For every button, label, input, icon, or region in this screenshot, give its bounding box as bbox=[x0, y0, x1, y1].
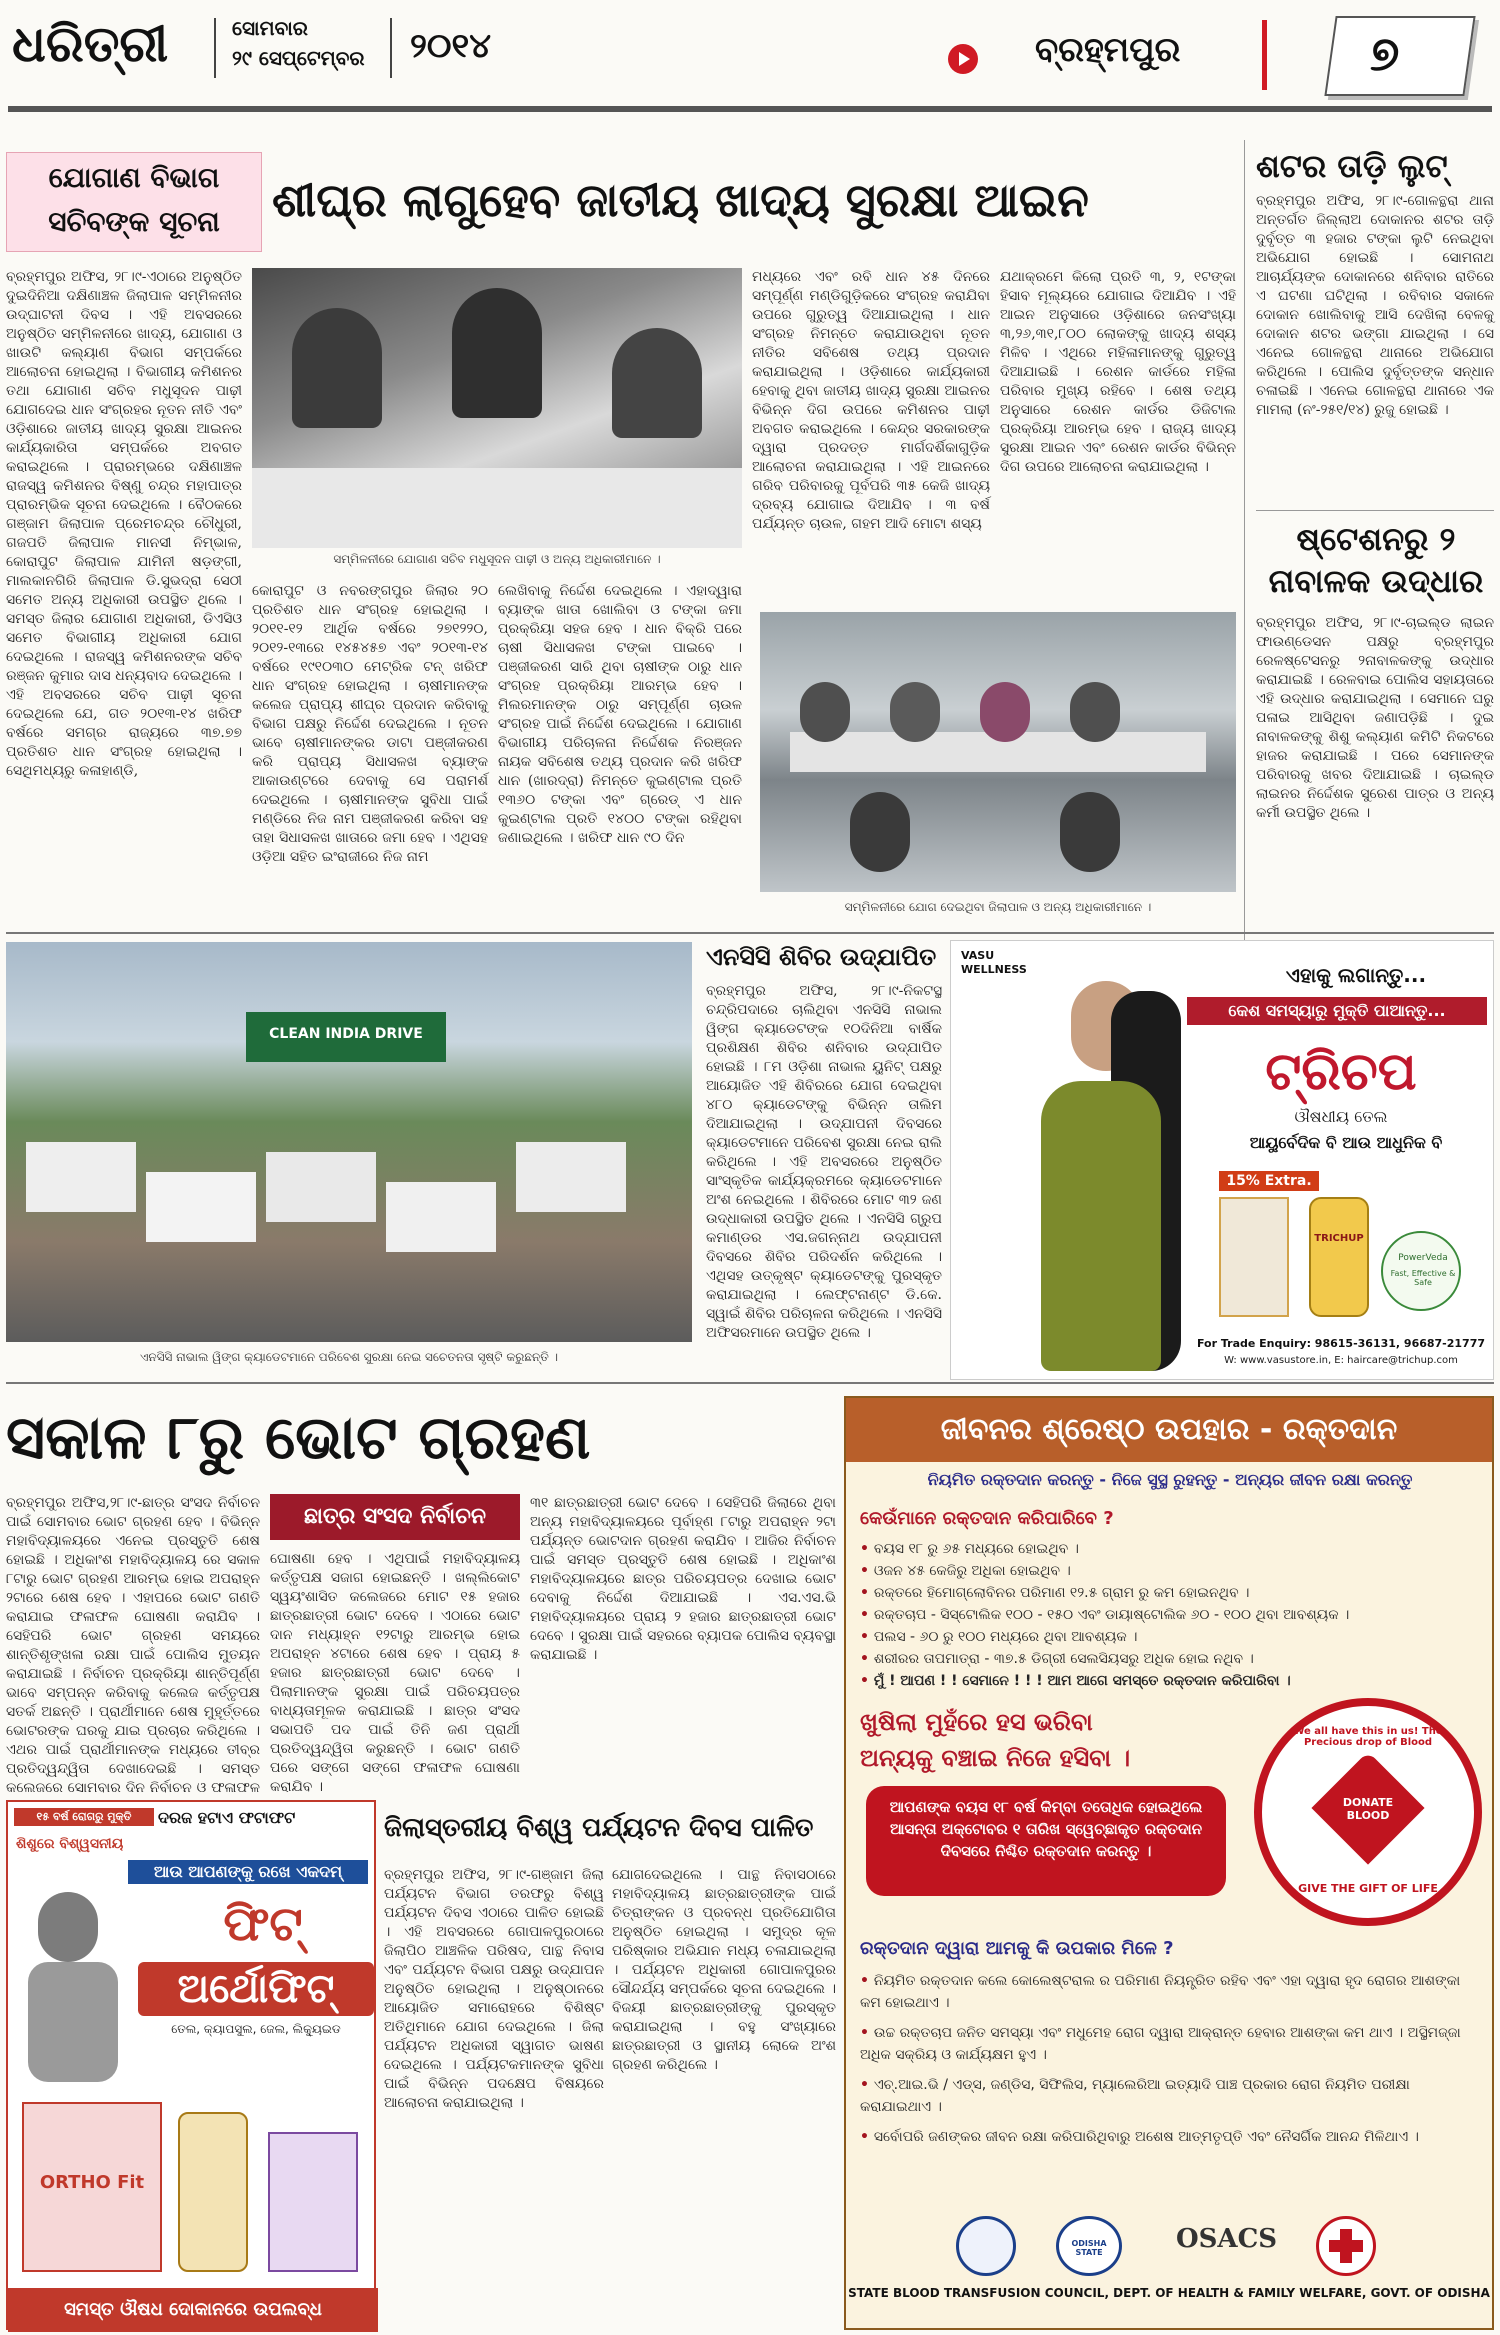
blood-pledge: ଆପଣଙ୍କ ବୟସ ୧୮ ବର୍ଷ କିମ୍ବା ତତୋଧିକ ହୋଇଥିଲେ ଆସନ୍ତା ଅକ୍ଟୋବର ୧ ତାରିଖ ସ୍ୱେଚ୍ଛାକୃତ ରକ୍ତଦାନ ଦିବସରେ ନିଶ୍ଚିତ ରକ୍ତଦାନ କରନ୍ତୁ । bbox=[866, 1786, 1226, 1896]
benefit-item: • ନିୟମିତ ରକ୍ତଦାନ କଲେ କୋଲେଷ୍ଟରାଲ ର ପରିମାଣ ନିୟନ୍ତ୍ରିତ ରହିବ ଏବଂ ଏହା ଦ୍ୱାରା ହୃଦ ରୋଗର ଆଶଙ୍କା କମ ହୋଇଥାଏ । bbox=[860, 1970, 1480, 2014]
ncc-photo bbox=[6, 942, 692, 1342]
benefit-item: • ଉଚ୍ଚ ରକ୍ତଚାପ ଜନିତ ସମସ୍ୟା ଏବଂ ମଧୁମେହ ରୋଗ ଦ୍ୱାରା ଆକ୍ରାନ୍ତ ହେବାର ଆଶଙ୍କା କମ ଥାଏ । ଅସ୍ଥିମଜ୍ଜା ଅଧିକ ସକ୍ରିୟ ଓ କାର୍ଯ୍ୟକ୍ଷମ ହୁଏ । bbox=[860, 2022, 1480, 2066]
ncc-body: ବ୍ରହ୍ମପୁର ଅଫିସ, ୨୮।୯-ନିକଟସ୍ଥ ଚନ୍ଦ୍ରିପଦାରେ ଚାଲିଥିବା ଏନସିସି ନାଭାଲ ୱିଙ୍ଗ କ୍ୟାଡେଟଙ୍କ ୧୦ଦିନିଆ ବାର୍ଷିକ ପ୍ରଶିକ୍ଷଣ ଶିବିର ଶନିବାର ଉଦ୍‌ଯାପିତ ହୋଇଛି । ୮ମ ଓଡ଼ିଶା ନାଭାଲ ୟୁନିଟ୍ ପକ୍ଷରୁ ଆୟୋଜିତ ଏହି ଶିବିରରେ ଯୋଗ ଦେଇଥିବା ୪୮୦ କ୍ୟାଡେଟଙ୍କୁ ବିଭିନ୍ନ ତାଲିମ ଦିଆଯାଇଥିଲା । ଉଦ୍‌ଯାପନୀ ଦିବସରେ କ୍ୟାଡେଟମାନେ ପରିବେଶ ସୁରକ୍ଷା ନେଇ ରାଲି କରିଥିଲେ । ଏହି ଅବସରରେ ଅନୁଷ୍ଠିତ ସାଂସ୍କୃତିକ କାର୍ଯ୍ୟକ୍ରମରେ କ୍ୟାଡେଟମାନେ ଅଂଶ ନେଇଥିଲେ । ଶିବିରରେ ମୋଟ ୩୨ ଜଣ ଉଦ୍ଧାକାରୀ ଉପସ୍ଥିତ ଥିଲେ । ଏନସିସି ଗ୍ରୁପ କମାଣ୍ଡର ଏସ.ଜଗନ୍ନାଥ ଉଦ୍‌ଯାପନୀ ଦିବସରେ ଶିବିର ପରିଦର୍ଶନ କରିଥିଲେ । ଏଥିସହ ଉତ୍କୃଷ୍ଟ କ୍ୟାଡେଟଙ୍କୁ ପୁରସ୍କୃତ କରାଯାଇଥିଲା । ଲେଫ୍ଟନାଣ୍ଟ ଡି.କେ. ସ୍ୱାଇଁ ଶିବିର ପରିଚାଳନା କରିଥିଲେ । ଏନସିସି ଅଫିସରମାନେ ଉପସ୍ଥିତ ଥିଲେ । bbox=[706, 983, 942, 1341]
ad-offer: 15% Extra. bbox=[1219, 1171, 1319, 1191]
ncc-banner-text: CLEAN INDIA DRIVE bbox=[269, 1026, 423, 1042]
odisha-state-logo bbox=[1056, 2216, 1122, 2276]
lead-col-1: ବ୍ରହ୍ମପୁର ଅଫିସ, ୨୮।୯-ଏଠାରେ ଅନୁଷ୍ଠିତ ଦୁଇଦିନିଆ ଦକ୍ଷିଣାଞ୍ଚଳ ଜିଲାପାଳ ସମ୍ମିଳନୀର ଉଦ୍‌ଘାଟନୀ ଦିବସ । ଏହି ଅବସରରେ ଅନୁଷ୍ଠିତ ସମ୍ମିଳନୀରେ ଖାଦ୍ୟ, ଯୋଗାଣ ଓ ଖାଉଟି କଲ୍ୟାଣ ବିଭାଗ ସମ୍ପର୍କରେ ଆଲୋଚନା ହୋଇଥିଲା । ବିଭାଗୀୟ କମିଶନର ତଥା ଯୋଗାଣ ସଚିବ ମଧୁସୂଦନ ପାଢ଼ୀ ଯୋଗଦେଇ ଧାନ ସଂଗ୍ରହର ନୂତନ ନୀତି ଏବଂ ଓଡ଼ିଶାରେ ଜାତୀୟ ଖାଦ୍ୟ ସୁରକ୍ଷା ଆଇନର କାର୍ଯ୍ୟକାରିତା ସମ୍ପର୍କରେ ଅବଗତ କରାଇଥିଲେ । ପ୍ରାରମ୍ଭରେ ଦକ୍ଷିଣାଞ୍ଚଳ ରାଜସ୍ୱ କମିଶନର ବିଷ୍ଣୁ ଚନ୍ଦ୍ର ମହାପାତ୍ର ପ୍ରାରମ୍ଭିକ ସୂଚନା ଦେଇଥିଲେ । ବୈଠକରେ ଗଞ୍ଜାମ ଜିଲାପାଳ ପ୍ରେମଚନ୍ଦ୍ର ଚୌଧୁରୀ, ଗଜପତି ଜିଲାପାଳ ମାନସୀ ନିମ୍ଭାଳ, କୋରାପୁଟ ଜିଲାପାଳ ଯାମିନୀ ଷଡ଼ଙ୍ଗୀ, ମାଲକାନଗିରି ଜିଲାପାଳ ଡି.ସୁଭଦ୍ରା ସେଠୀ ସମେତ ଅନ୍ୟ ଅଧିକାରୀ ଉପସ୍ଥିତ ଥିଲେ । ସମସ୍ତ ଜିଲାର ଯୋଗାଣ ଅଧିକାରୀ, ଡିଏସିଓ ସମେତ ବିଭାଗୀୟ ଅଧିକାରୀ ଯୋଗ ଦେଇଥିଲେ । ରାଜସ୍ୱ କମିଶନରଙ୍କ ସଚିବ ରଞ୍ଜନ କୁମାର ଦାସ ଧନ୍ୟବାଦ ଦେଇଥିଲେ । ଏହି ଅବସରରେ ସଚିବ ପାଢ଼ୀ ସୂଚନା ଦେଇଥିଲେ ଯେ, ଗତ ୨୦୧୩-୧୪ ଖରିଫ ବର୍ଷରେ ସମଗ୍ର ରାଜ୍ୟରେ ୩୭.୭୭ ପ୍ରତିଶତ ଧାନ ସଂଗ୍ରହ ହୋଇଥିଲା । ସେଥିମଧ୍ୟରୁ କଳାହାଣ୍ଡି, bbox=[6, 269, 242, 779]
ortho-box-label: ORTHO Fit bbox=[39, 2172, 145, 2193]
eligibility-item: • ଓଜନ ୪୫ କେଜିରୁ ଅଧିକା ହୋଇଥିବ । bbox=[860, 1560, 1480, 1582]
model-figure bbox=[1011, 971, 1201, 1371]
kicker-line-2: ସଚିବଙ୍କ ସୂଚନା bbox=[48, 205, 220, 238]
tadi-headline: ଶଟର ତାଡ଼ି ଲୁଟ୍ bbox=[1256, 147, 1448, 185]
ad-subtitle: ଔଷଧୀୟ ତେଲ bbox=[1294, 1107, 1388, 1126]
masthead-logo: ଧରିତ୍ରୀ bbox=[12, 15, 169, 73]
eligibility-item: • ମୁଁ ! ଆପଣ ! ! ସେମାନେ ! ! ! ଆମ ଆଗେ ସମସ୍ତେ ରକ୍ତଦାନ କରିପାରିବା । bbox=[860, 1670, 1480, 1692]
edition-name: ବ୍ରହ୍ମପୁର bbox=[1035, 30, 1181, 70]
ad-product-name: ଟ୍ରିଚପ bbox=[1265, 1042, 1417, 1102]
kicker-line-1: ଯୋଗାଣ ବିଭାଗ bbox=[48, 161, 220, 194]
circle-text-bottom: GIVE THE GIFT OF LIFE bbox=[1298, 1882, 1438, 1895]
masthead-day: ସୋମବାର bbox=[232, 16, 308, 40]
orthofit-ad bbox=[6, 1800, 376, 2330]
ortho-brand: ଅର୍ଥୋଫିଟ୍ bbox=[138, 1962, 374, 2016]
bottle-box bbox=[1219, 1197, 1289, 1317]
ncc-headline: ଏନସିସି ଶିବିର ଉଦ୍‌ଯାପିତ bbox=[706, 943, 937, 971]
ortho-figures bbox=[18, 1892, 148, 2082]
eligibility-item: • ଶରୀରର ତାପମାତ୍ରା - ୩୭.୫ ଡିଗ୍ରୀ ସେଲସିୟସରୁ ଅଧିକ ହୋଇ ନଥିବ । bbox=[860, 1648, 1480, 1670]
ortho-line-3: ଆଉ ଆପଣଙ୍କୁ ରଖେ ଏକଦମ୍ bbox=[128, 1860, 368, 1884]
vasu-logo: VASU WELLNESS bbox=[961, 949, 1027, 976]
lead-headline: ଶୀଘ୍ର ଲାଗୁହେବ ଜାତୀୟ ଖାଦ୍ୟ ସୁରକ୍ଷା ଆଇନ bbox=[272, 173, 1089, 227]
powerveda-badge bbox=[1381, 1231, 1461, 1311]
blood-slogan-2: ଅନ୍ୟକୁ ବଞ୍ଚାଇ ନିଜେ ହସିବା । bbox=[860, 1744, 1131, 1772]
eligibility-item: • ରକ୍ତରେ ହିମୋଗ୍ଲୋବିନର ପରିମାଣ ୧୨.୫ ଗ୍ରାମ ରୁ କମ ହୋଇନଥିବ । bbox=[860, 1582, 1480, 1604]
ortho-top-tag: ୧୫ ବର୍ଷ ରୋଗରୁ ମୁକ୍ତି bbox=[14, 1808, 154, 1826]
lead-col-2: କୋରାପୁଟ ଓ ନବରଙ୍ଗପୁର ଜିଲାର ୨୦ ପ୍ରତିଶତ ଧାନ ସଂଗ୍ରହ ହୋଇଥିଲା । ୨୦୧୧-୧୨ ଆର୍ଥିକ ବର୍ଷରେ ୨୭୧୨୨୦, ୨୦୧୨-୧୩ରେ ୧୪୫୪୫୭ ଏବଂ ୨୦୧୩-୧୪ ବର୍ଷରେ ୧୯୧୦୩୦ ମେଟ୍ରିକ ଟନ୍ ଖରିଫ ଧାନ ସଂଗ୍ରହ ହୋଇଥିଲା । ଚାଷୀମାନଙ୍କ କଲେଜ ପ୍ରାପ୍ୟ ଶୀଘ୍ର ପ୍ରଦାନ କରିବାକୁ ବିଭାଗ ପକ୍ଷରୁ ନିର୍ଦ୍ଦେଶ ଦେଇଥିଲେ । ନୂତନ ଭାବେ ଚାଷୀମାନଙ୍କର ଡାଟା ପଞ୍ଜୀକରଣ କରି ପ୍ରାପ୍ୟ ସିଧାସଳଖ ବ୍ୟାଙ୍କ ଆକାଉଣ୍ଟରେ ଦେବାକୁ ସେ ପରାମର୍ଶ ଦେଇଥିଲେ । ଚାଷୀମାନଙ୍କ ସୁବିଧା ପାଇଁ ମଣ୍ଡିରେ ନିଜ ନାମ ପଞ୍ଜୀକରଣ କରିବା ସହ ତାହା ସିଧାସଳଖ ଖାତାରେ ଜମା ହେବ । ଏଥିସହ ଓଡ଼ିଆ ସହିତ ଇଂରାଜୀରେ ନିଜ ନାମ bbox=[252, 583, 488, 865]
page-number: ୭ bbox=[1370, 26, 1400, 82]
blood-slogan-1: ଖୁଷିଲା ମୁହଁରେ ହସ ଭରିବା bbox=[860, 1708, 1093, 1736]
ortho-fit: ଫିଟ୍ bbox=[223, 1896, 303, 1952]
lead-photo-2 bbox=[760, 612, 1236, 892]
circle-center-text: DONATE BLOOD bbox=[1342, 1796, 1394, 1822]
ortho-line-1: ଦରଜ ହଟାଏ ଫଟାଫଟ bbox=[158, 1808, 296, 1827]
odisha-emblem-icon bbox=[956, 2216, 1016, 2276]
tadi-body: ବ୍ରହ୍ମପୁର ଅଫିସ, ୨୮।୯-ଗୋଳନ୍ଥରା ଥାନା ଅନ୍ତର୍ଗତ ଜିଲ୍ଲାଅ ଦୋକାନର ଶଟର ତାଡ଼ି ଦୁର୍ବୃତ୍ତ ୩ ହଜାର ଟଙ୍କା ଲୁଟି ନେଇଥିବା ଅଭିଯୋଗ ହୋଇଛି । ସୋମନାଥ ଆଚାର୍ଯ୍ୟଙ୍କ ଦୋକାନରେ ଶନିବାର ରାତିରେ ଏ ଘଟଣା ଘଟିଥିଲା । ରବିବାର ସକାଳେ ଦୋକାନ ଖୋଲିବାକୁ ଆସି ଦେଖିଲା ବେଳକୁ ଦୋକାନ ଶଟର ଭଙ୍ଗା ଯାଇଥିଲା । ସେ ଏନେଇ ଗୋଳନ୍ଥରା ଥାନାରେ ଅଭିଯୋଗ କରିଥିଲେ । ପୋଲିସ ଦୁର୍ବୃତ୍ତଙ୍କ ସନ୍ଧାନ ଚଳାଇଛି । ଏନେଇ ଗୋଳନ୍ଥରା ଥାନାରେ ଏକ ମାମଲା (ନଂ-୨୫୧/୧୪) ରୁଜୁ ହୋଇଛି । bbox=[1256, 193, 1494, 418]
ortho-tube bbox=[268, 2132, 358, 2272]
blood-donation-ad bbox=[844, 1396, 1494, 2330]
election-col-1: ବ୍ରହ୍ମପୁର ଅଫିସ,୨୮।୯-ଛାତ୍ର ସଂସଦ ନିର୍ବାଚନ ପାଇଁ ସୋମବାର ଭୋଟ ଗ୍ରହଣ ହେବ । ବିଭିନ୍ନ ମହାବିଦ୍ୟାଳୟରେ ଏନେଇ ପ୍ରସ୍ତୁତି ଶେଷ ହୋଇଛି । ଅଧିକାଂଶ ମହାବିଦ୍ୟାଳୟ ରେ ସକାଳ ୮ଟାରୁ ଭୋଟ ଗ୍ରହଣ ଆରମ୍ଭ ହୋଇ ଅପରାହ୍ନ ୨ଟାରେ ଶେଷ ହେବ । ଏହାପରେ ଭୋଟ ଗଣତି କରାଯାଇ ଫଳାଫଳ ଘୋଷଣା କରାଯିବ । ସେହିପରି ଭୋଟ ଗ୍ରହଣ ସମୟରେ ଶାନ୍ତିଶୃଙ୍ଖଳା ରକ୍ଷା ପାଇଁ ପୋଲିସ ମୁତୟନ କରାଯାଇଛି । ନିର୍ବାଚନ ପ୍ରକ୍ରିୟା ଶାନ୍ତିପୂର୍ଣ୍ଣ ଭାବେ ସମ୍ପନ୍ନ କରିବାକୁ କଲେଜ କର୍ତ୍ତୃପକ୍ଷ ସତର୍କ ଅଛନ୍ତି । ପ୍ରାର୍ଥୀମାନେ ଶେଷ ମୁହୂର୍ତ୍ତରେ ଭୋଟରଙ୍କ ଘରକୁ ଯାଇ ପ୍ରଚାର କରିଥିଲେ । ଏଥର ପାଇଁ ପ୍ରାର୍ଥୀମାନଙ୍କ ମଧ୍ୟରେ ତୀବ୍ର ପ୍ରତିଦ୍ୱନ୍ଦ୍ୱିତା ଦେଖାଦେଇଛି । ସମସ୍ତ କଲେଜରେ ସୋମବାର ଦିନ ନିର୍ବାଚନ ଓ ଫଳାଫଳ bbox=[6, 1495, 260, 1796]
blood-title: ଜୀବନର ଶ୍ରେଷ୍ଠ ଉପହାର - ରକ୍ତଦାନ bbox=[846, 1398, 1492, 1462]
eligibility-item: • ରକ୍ତଚାପ - ସିସ୍ଟୋଲିକ ୧୦୦ - ୧୫୦ ଏବଂ ଡାୟାଷ୍ଟୋଲିକ ୬୦ - ୧୦୦ ଥିବା ଆବଶ୍ୟକ । bbox=[860, 1604, 1480, 1626]
blood-footer: STATE BLOOD TRANSFUSION COUNCIL, DEPT. OF HEALTH & FAMILY WELFARE, GOVT. OF ODISHA bbox=[848, 2286, 1490, 2300]
ncc-photo-caption: ଏନସିସି ନାଭାଲ ୱିଙ୍ଗ କ୍ୟାଡେଟମାନେ ପରିବେଶ ସୁରକ୍ଷା ନେଇ ସଚେତନତା ସୃଷ୍ଟି କରୁଛନ୍ତି । bbox=[139, 1350, 559, 1364]
blood-subtitle: ନିୟମିତ ରକ୍ତଦାନ କରନ୍ତୁ - ନିଜେ ସୁସ୍ଥ ରୁହନ୍ତୁ - ଅନ୍ୟର ଜୀବନ ରକ୍ଷା କରନ୍ତୁ bbox=[927, 1470, 1413, 1489]
benefit-item: • ସର୍ବୋପରି ଜଣଙ୍କର ଜୀବନ ରକ୍ଷା କରିପାରିଥିବାରୁ ଅଶେଷ ଆତ୍ମତୃପ୍ତି ଏବଂ ନୈସର୍ଗିକ ଆନନ୍ଦ ମିଳିଥାଏ । bbox=[860, 2126, 1480, 2148]
blood-bullets-1 bbox=[860, 1538, 1480, 1692]
eligibility-item: • ବୟସ ୧୮ ରୁ ୬୫ ମଧ୍ୟରେ ହୋଇଥିବ । bbox=[860, 1538, 1480, 1560]
election-headline: ସକାଳ ୮ରୁ ଭୋଟ ଗ୍ରହଣ bbox=[6, 1403, 591, 1473]
station-headline-2: ନାବାଳକ ଉଦ୍ଧାର bbox=[1268, 562, 1484, 600]
masthead-date: ୨୯ ସେପ୍ଟେମ୍ବର bbox=[232, 46, 365, 70]
station-headline-1: ଷ୍ଟେଶନରୁ ୨ bbox=[1296, 520, 1456, 558]
blood-drop-logo bbox=[1254, 1698, 1482, 1926]
odisha-state-logo-text: ODISHA STATE bbox=[1071, 2239, 1107, 2257]
osacs-logo: OSACS bbox=[1176, 2224, 1278, 2254]
lead-col-4: ମଧ୍ୟରେ ଏବଂ ରବି ଧାନ ୪୫ ଦିନରେ ସମ୍ପୂର୍ଣ୍ଣ ମଣ୍ଡିଗୁଡ଼ିକରେ ସଂଗ୍ରହ କରାଯିବା ଉପରେ ଗୁରୁତ୍ୱ ଦିଆଯାଇଥିଲା । ଧାନ ସଂଗ୍ରହ ନିମନ୍ତେ କରାଯାଉଥିବା ନୂତନ ନୀତିର ସବିଶେଷ ତଥ୍ୟ ପ୍ରଦାନ କରାଯାଇଥିଲା । ଓଡ଼ିଶାରେ କାର୍ଯ୍ୟକାରୀ ହେବାକୁ ଥିବା ଜାତୀୟ ଖାଦ୍ୟ ସୁରକ୍ଷା ଆଇନର ବିଭିନ୍ନ ଦିଗ ଉପରେ କମିଶନର ପାଢ଼ୀ ଅବଗତ କରାଇଥିଲେ । କେନ୍ଦ୍ର ସରକାରଙ୍କ ଦ୍ୱାରା ପ୍ରଦତ୍ତ ମାର୍ଗଦର୍ଶିକାଗୁଡ଼ିକ ଆଲୋଚନା କରାଯାଇଥିଲା । ଏହି ଆଇନରେ ଗରିବ ପରିବାରକୁ ପୂର୍ବପରି ୩୫ କେଜି ଖାଦ୍ୟ ଦ୍ରବ୍ୟ ଯୋଗାଇ ଦିଆଯିବ । ୩ ବର୍ଷ ପର୍ଯ୍ୟନ୍ତ ଚାଉଳ, ଗହମ ଆଦି ମୋଟା ଶସ୍ୟ bbox=[752, 269, 990, 532]
election-col-3: ୩୧ ଛାତ୍ରଛାତ୍ରୀ ଭୋଟ ଦେବେ । ସେହିପରି ଜିଲାରେ ଥିବା ଅନ୍ୟ ମହାବିଦ୍ୟାଳୟରେ ପୂର୍ବାହ୍ଣ ୮ଟାରୁ ଅପରାହ୍ନ ୨ଟା ପର୍ଯ୍ୟନ୍ତ ଭୋଟଦାନ ଗ୍ରହଣ କରାଯିବ । ଆଜିର ନିର୍ବାଚନ ପାଇଁ ସମସ୍ତ ପ୍ରସ୍ତୁତି ଶେଷ ହୋଇଛି । ଅଧିକାଂଶ ମହାବିଦ୍ୟାଳୟରେ ଛାତ୍ର ପରିଚୟପତ୍ର ଦେଖାଇ ଭୋଟ ଦେବାକୁ ନିର୍ଦ୍ଦେଶ ଦିଆଯାଇଛି । ଏସ.ଏସ.ଭି ମହାବିଦ୍ୟାଳୟରେ ପ୍ରାୟ ୨ ହଜାର ଛାତ୍ରଛାତ୍ରୀ ଭୋଟ ଦେବେ । ସୁରକ୍ଷା ପାଇଁ ସହରରେ ବ୍ୟାପକ ପୋଲିସ ବ୍ୟବସ୍ଥା କରାଯାଇଛି । bbox=[530, 1495, 836, 1663]
badge-line-2: Fast, Effective & Safe bbox=[1390, 1269, 1456, 1287]
tourism-col-1: ବ୍ରହ୍ମପୁର ଅଫିସ, ୨୮।୯-ଗଞ୍ଜାମ ଜିଲା ପର୍ଯ୍ୟଟନ ବିଭାଗ ତରଫରୁ ବିଶ୍ୱ ପର୍ଯ୍ୟଟନ ଦିବସ ଏଠାରେ ପାଳିତ ହୋଇଛି । ଏହି ଅବସରରେ ଗୋପାଳପୁରଠାରେ ଜିଲାପିଠ ଆଞ୍ଚଳିକ ପରିଷଦ, ପାନ୍ଥ ନିବାସ ଏବଂ ପର୍ଯ୍ୟଟନ ବିଭାଗ ପକ୍ଷରୁ ଉଦ୍‌ଯାପନ ଅନୁଷ୍ଠିତ ହୋଇଥିଲା । ଅନୁଷ୍ଠାନରେ ଆୟୋଜିତ ସମାରୋହରେ ବିଶିଷ୍ଟ ଅତିଥିମାନେ ଯୋଗ ଦେଇଥିଲେ । ଜିଲା ପର୍ଯ୍ୟଟନ ଅଧିକାରୀ ସ୍ୱାଗତ ଭାଷଣ ଦେଇଥିଲେ । ପର୍ଯ୍ୟଟକମାନଙ୍କ ସୁବିଧା ପାଇଁ ବିଭିନ୍ନ ପଦକ୍ଷେପ ବିଷୟରେ ଆଲୋଚନା କରାଯାଇଥିଲା । bbox=[384, 1867, 604, 2111]
tourism-headline: ଜିଲାସ୍ତରୀୟ ବିଶ୍ୱ ପର୍ଯ୍ୟଟନ ଦିବସ ପାଳିତ bbox=[384, 1813, 814, 1843]
bottle-label: TRICHUP bbox=[1314, 1233, 1364, 1244]
tourism-col-2: ଯୋଗଦେଇଥିଲେ । ପାନ୍ଥ ନିବାସଠାରେ ମହାବିଦ୍ୟାଳୟ ଛାତ୍ରଛାତ୍ରୀଙ୍କ ପାଇଁ ଚିତ୍ରାଙ୍କନ ଓ ପ୍ରବନ୍ଧ ପ୍ରତିଯୋଗିତା ଅନୁଷ୍ଠିତ ହୋଇଥିଲା । ସମୁଦ୍ର କୂଳ ପରିଷ୍କାର ଅଭିଯାନ ମଧ୍ୟ ଚଳାଯାଇଥିଲା । ପର୍ଯ୍ୟଟନ ଅଧିକାରୀ ଗୋପାଳପୁରର ସୌନ୍ଦର୍ଯ୍ୟ ସମ୍ପର୍କରେ ସୂଚନା ଦେଇଥିଲେ । ବିଜୟୀ ଛାତ୍ରଛାତ୍ରୀଙ୍କୁ ପୁରସ୍କୃତ କରାଯାଇଥିଲା । ବହୁ ସଂଖ୍ୟାରେ ଛାତ୍ରଛାତ୍ରୀ ଓ ସ୍ଥାନୀୟ ଲୋକେ ଅଂଶ ଗ୍ରହଣ କରିଥିଲେ । bbox=[612, 1867, 836, 2073]
masthead-year: ୨୦୧୪ bbox=[410, 26, 492, 66]
ad-tagline-2: କେଶ ସମସ୍ୟାରୁ ମୁକ୍ତି ପାଆନ୍ତୁ... bbox=[1187, 997, 1487, 1025]
ortho-bottle bbox=[178, 2112, 248, 2272]
blood-logos bbox=[846, 2210, 1492, 2280]
ortho-sub: ତେଲ, କ୍ୟାପସୁଲ, ଜେଲ, ଲିକ୍ୟୁଇଡ bbox=[171, 2022, 341, 2036]
station-body: ବ୍ରହ୍ମପୁର ଅଫିସ, ୨୮।୯-ଚାଇଲ୍ଡ ଲାଇନ ଫାଉଣ୍ଡେସନ ପକ୍ଷରୁ ବ୍ରହ୍ମପୁର ରେଳଷ୍ଟେସନରୁ ୨ନାବାଳକଙ୍କୁ ଉଦ୍ଧାର କରାଯାଇଛି । ରେଳବାଇ ପୋଲିସ ସହାୟତାରେ ଏହି ଉଦ୍ଧାର କରାଯାଇଥିଲା । ସେମାନେ ଘରୁ ପଳାଇ ଆସିଥିବା ଜଣାପଡ଼ିଛି । ଦୁଇ ନାବାଳକଙ୍କୁ ଶିଶୁ କଲ୍ୟାଣ କମିଟି ନିକଟରେ ହାଜର କରାଯାଇଛି । ପରେ ସେମାନଙ୍କ ପରିବାରକୁ ଖବର ଦିଆଯାଇଛି । ଚାଇଲ୍ଡ ଲାଇନର ନିର୍ଦ୍ଦେଶକ ସୁରେଶ ପାତ୍ର ଓ ଅନ୍ୟ କର୍ମୀ ଉପସ୍ଥିତ ଥିଲେ । bbox=[1256, 615, 1494, 821]
circle-text-top: We all have this in us! The Precious drop of Blood bbox=[1293, 1726, 1443, 1748]
lead-col-5: ଯଥାକ୍ରମେ କିଲୋ ପ୍ରତି ୩, ୨, ୧ଟଙ୍କା ହିସାବ ମୂଲ୍ୟରେ ଯୋଗାଇ ଦିଆଯିବ । ଏହି ଆଇନ ଅନୁସାରେ ଓଡ଼ିଶାରେ ଜନସଂଖ୍ୟା ୩,୨୬,୩୧,୮୦୦ ଲୋକଙ୍କୁ ଖାଦ୍ୟ ଶସ୍ୟ ମିଳିବ । ଏଥିରେ ମହିଳାମାନଙ୍କୁ ଗୁରୁତ୍ୱ ଦିଆଯାଇଛି । ରେଶନ କାର୍ଡରେ ମହିଳା ପରିବାର ମୁଖ୍ୟ ରହିବେ । ଶେଷ ତଥ୍ୟ ଅନୁସାରେ ରେଶନ କାର୍ଡର ଡିଜିଟାଲ ପ୍ରକ୍ରିୟା ଆରମ୍ଭ ହେବ । ରାଜ୍ୟ ଖାଦ୍ୟ ସୁରକ୍ଷା ଆଇନ ଏବଂ ରେଶନ କାର୍ଡର ବିଭିନ୍ନ ଦିଗ ଉପରେ ଆଲୋଚନା କରାଯାଇଥିଲା । bbox=[1000, 269, 1236, 475]
election-col-2: ଘୋଷଣା ହେବ । ଏଥିପାଇଁ ମହାବିଦ୍ୟାଳୟ କର୍ତ୍ତୃପକ୍ଷ ସଜାଗ ହୋଇଛନ୍ତି । ଖଲ୍ଲିକୋଟ ସ୍ୱୟଂଶାସିତ କଲେଜରେ ମୋଟ ୧୫ ହଜାର ଛାତ୍ରଛାତ୍ରୀ ଭୋଟ ଦେବେ । ଏଠାରେ ଭୋଟ ଦାନ ମଧ୍ୟାହ୍ନ ୧୨ଟାରୁ ଆରମ୍ଭ ହୋଇ ଅପରାହ୍ନ ୪ଟାରେ ଶେଷ ହେବ । ପ୍ରାୟ ୫ ହଜାର ଛାତ୍ରଛାତ୍ରୀ ଭୋଟ ଦେବେ । ପିଲାମାନଙ୍କ ସୁରକ୍ଷା ପାଇଁ ପରିଚୟପତ୍ର ବାଧ୍ୟତାମୂଳକ କରାଯାଇଛି । ଛାତ୍ର ସଂସଦ ସଭାପତି ପଦ ପାଇଁ ତିନି ଜଣ ପ୍ରାର୍ଥୀ ପ୍ରତିଦ୍ୱନ୍ଦ୍ୱିତା କରୁଛନ୍ତି । ଭୋଟ ଗଣତି ପରେ ସଙ୍ଗେ ସଙ୍ଗେ ଫଳାଫଳ ଘୋଷଣା କରାଯିବ । bbox=[270, 1551, 520, 1795]
lead-photo-1 bbox=[252, 268, 742, 548]
play-icon bbox=[948, 44, 978, 74]
ortho-footer: ସମସ୍ତ ଔଷଧ ଦୋକାନରେ ଉପଲବ୍ଧ bbox=[8, 2288, 378, 2332]
election-kicker: ଛାତ୍ର ସଂସଦ ନିର୍ବାଚନ bbox=[270, 1494, 520, 1540]
blood-bullets-2 bbox=[860, 1970, 1480, 2148]
ortho-line-2: ଶିଶୁରେ ବିଶ୍ୱସନୀୟ bbox=[16, 1836, 124, 1852]
ad-website: W: www.vasustore.in, E: haircare@trichup.com bbox=[1224, 1355, 1458, 1366]
masthead bbox=[0, 0, 1500, 120]
page-number-tab bbox=[1324, 16, 1475, 96]
lead-photo-1-caption: ସମ୍ମିଳନୀରେ ଯୋଗାଣ ସଚିବ ମଧୁସୂଦନ ପାଢ଼ୀ ଓ ଅନ୍ୟ ଅଧିକାରୀମାନେ । bbox=[333, 552, 661, 566]
lead-photo-2-caption: ସମ୍ମିଳନୀରେ ଯୋଗ ଦେଇଥିବା ଜିଲାପାଳ ଓ ଅନ୍ୟ ଅଧିକାରୀମାନେ । bbox=[844, 900, 1152, 914]
ad-tagline-1: ଏହାକୁ ଲଗାନ୍ତୁ... bbox=[1285, 963, 1427, 987]
ad-claim: ଆୟୁର୍ବେଦିକ ବି ଆଉ ଆଧୁନିକ ବି bbox=[1249, 1133, 1443, 1152]
trichup-ad bbox=[950, 940, 1494, 1380]
eligibility-item: • ପଲସ - ୬୦ ରୁ ୧୦୦ ମଧ୍ୟରେ ଥିବା ଆବଶ୍ୟକ । bbox=[860, 1626, 1480, 1648]
red-cross-icon bbox=[1316, 2216, 1376, 2276]
blood-q1: କେଉଁମାନେ ରକ୍ତଦାନ କରିପାରିବେ ? bbox=[860, 1508, 1114, 1529]
ad-enquiry: For Trade Enquiry: 98615-36131, 96687-21777 bbox=[1196, 1337, 1486, 1350]
bottle bbox=[1309, 1197, 1369, 1317]
blood-q2: ରକ୍ତଦାନ ଦ୍ୱାରା ଆମକୁ କି ଉପକାର ମିଳେ ? bbox=[860, 1938, 1174, 1959]
lead-col-3: ଲେଖିବାକୁ ନିର୍ଦ୍ଦେଶ ଦେଇଥିଲେ । ଏହାଦ୍ୱାରା ବ୍ୟାଙ୍କ ଖାତା ଖୋଲିବା ଓ ଟଙ୍କା ଜମା ପ୍ରକ୍ରିୟା ସହଜ ହେବ । ଧାନ ବିକ୍ରି ପରେ ଚାଷୀ ସିଧାସଳଖ ଟଙ୍କା ପାଇବେ । ପଞ୍ଜୀକରଣ ସାରି ଥିବା ଚାଷୀଙ୍କ ଠାରୁ ଧାନ ସଂଗ୍ରହ ପ୍ରକ୍ରିୟା ଆରମ୍ଭ ହେବ । ମିଲରମାନଙ୍କ ଠାରୁ ସମ୍ପୂର୍ଣ୍ଣ ଚାଉଳ ସଂଗ୍ରହ ପାଇଁ ନିର୍ଦ୍ଦେଶ ଦେଇଥିଲେ । ଯୋଗାଣ ବିଭାଗୀୟ ପରିଚାଳନା ନିର୍ଦ୍ଦେଶକ ନିରଞ୍ଜନ ନାୟକ ସବିଶେଷ ତଥ୍ୟ ପ୍ରଦାନ କରି ଖରିଫ ଧାନ (ଖାରଦ୍ରା) ନିମନ୍ତେ କୁଇଣ୍ଟାଲ ପ୍ରତି ୧୩୬୦ ଟଙ୍କା ଏବଂ ଗ୍ରେଡ୍ ଏ ଧାନ କୁଇଣ୍ଟାଲ ପ୍ରତି ୧୪୦୦ ଟଙ୍କା ରହିଥିବା ଜଣାଇଥିଲେ । ଖରିଫ ଧାନ ୯୦ ଦିନ bbox=[498, 583, 742, 846]
badge-line-1: PowerVeda bbox=[1398, 1253, 1448, 1263]
lead-kicker bbox=[6, 152, 262, 252]
benefit-item: • ଏଚ୍.ଆଇ.ଭି / ଏଡ୍ସ, ଜଣ୍ଡିସ, ସିଫିଲିସ, ମ୍ୟାଲେରିଆ ଇତ୍ୟାଦି ପାଞ୍ଚ ପ୍ରକାର ରୋଗ ନିୟମିତ ପରୀକ୍ଷା କରାଯାଇଥାଏ । bbox=[860, 2074, 1480, 2118]
